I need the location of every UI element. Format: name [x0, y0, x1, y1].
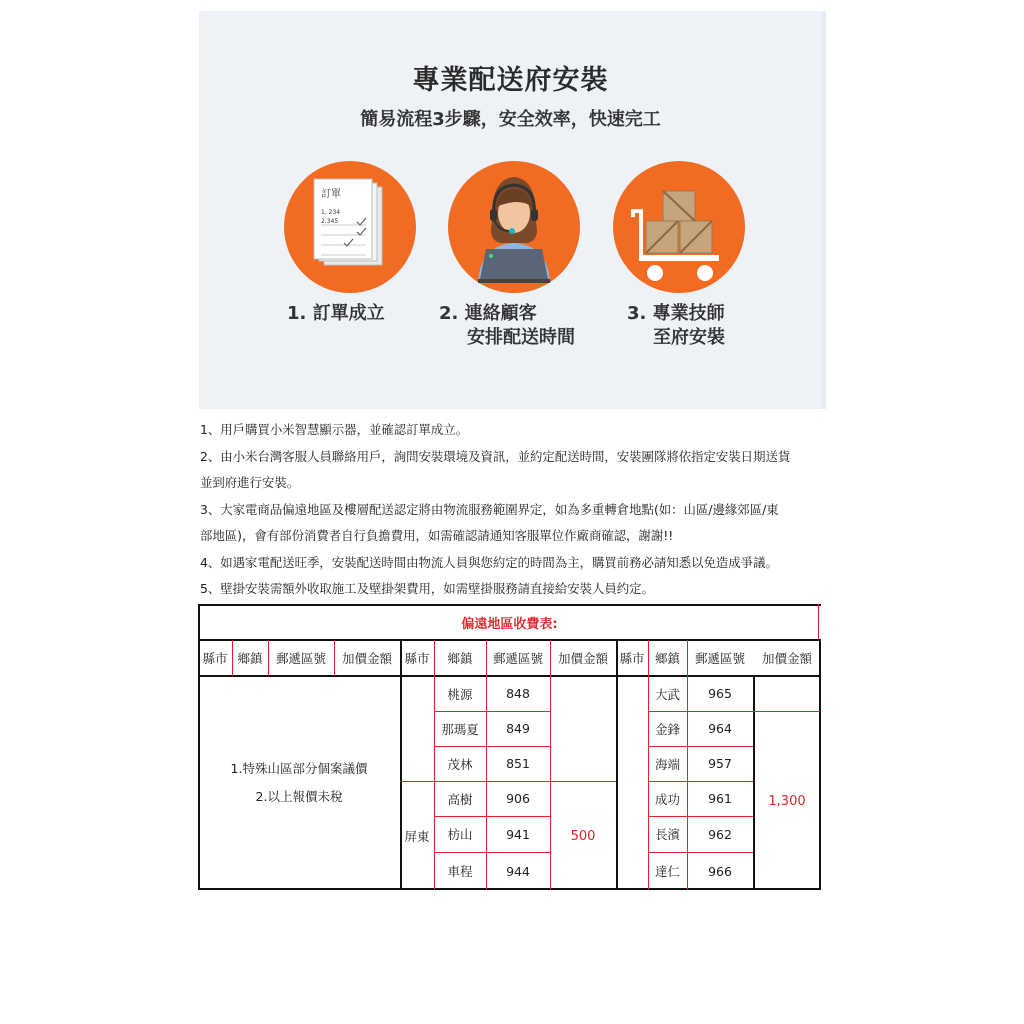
table-border: [198, 888, 821, 890]
table-border: [334, 640, 335, 676]
right-zip: 957: [708, 756, 732, 771]
step-3-label: [627, 302, 725, 350]
order-icon-line2: 2,345: [321, 218, 339, 225]
header-zip: 郵遞區號: [275, 651, 326, 666]
right-town: 長濱: [654, 827, 680, 842]
middle-zip: 906: [506, 791, 530, 806]
note-line: 3、大家電商品偏遠地區及樓層配送認定將由物流服務範圍界定，如為多重轉倉地點(如：山區/邊緣郊區/東: [200, 501, 779, 517]
right-town: 成功: [654, 791, 680, 807]
right-zip: 961: [708, 791, 732, 806]
delivery-circle: [613, 161, 745, 293]
fee-notes: [198, 676, 400, 890]
header-town: 鄉鎮: [447, 651, 473, 666]
table-border: [400, 640, 402, 890]
header-town: 鄉鎮: [237, 651, 263, 666]
customer-service-agent-icon: [448, 161, 580, 293]
agent-circle: [448, 161, 580, 293]
remote-area-fee-table: [198, 604, 821, 890]
middle-town: 高樹: [447, 791, 473, 807]
delivery-cart-boxes-icon: [613, 161, 745, 293]
table-border: [648, 816, 753, 817]
table-border: [648, 852, 753, 853]
step-3-line2: 至府安裝: [653, 327, 725, 348]
right-town: 達仁: [654, 864, 680, 879]
right-zip: 965: [708, 686, 732, 701]
table-border: [648, 781, 753, 782]
table-border: [434, 816, 550, 817]
middle-town: 桃源: [447, 686, 473, 702]
fee-note-line: 1.特殊山區部分個案議價: [230, 761, 368, 776]
table-border: [616, 640, 618, 890]
right-zip: 962: [708, 826, 732, 842]
table-border: [198, 604, 200, 890]
header-town: 鄉鎮: [654, 651, 680, 666]
right-town: 海端: [654, 756, 680, 772]
step-1-label: [287, 302, 385, 326]
step-2-label: [439, 302, 575, 350]
right-zip: 964: [708, 721, 732, 736]
right-town: 大武: [654, 686, 680, 702]
header-county: 縣市: [619, 651, 645, 666]
table-border: [648, 711, 820, 712]
table-border: [550, 640, 551, 890]
table-border: [648, 746, 753, 747]
header-county: 縣市: [404, 651, 430, 666]
middle-zip: 851: [506, 756, 530, 771]
order-icon-heading: 訂單: [321, 189, 341, 200]
table-border: [198, 639, 821, 641]
header-fee: 加價金額: [761, 651, 812, 666]
middle-zip: 941: [506, 826, 530, 842]
middle-town: 枋山: [447, 827, 473, 842]
middle-town: 車程: [447, 864, 473, 879]
middle-fee: 500: [570, 828, 596, 844]
fee-note-line: 2.以上報價未稅: [255, 789, 343, 804]
table-border: [198, 675, 821, 677]
header-fee: 加價金額: [557, 651, 608, 666]
table-border: [434, 852, 550, 853]
header-county: 縣市: [202, 651, 228, 666]
table-border: [434, 746, 550, 747]
banner-title: 專業配送府安裝: [412, 65, 609, 96]
table-border: [753, 676, 755, 890]
note-line: 5、壁掛安裝需額外收取施工及壁掛架費用，如需壁掛服務請直接給安裝人員约定。: [200, 581, 654, 596]
install-notes: [200, 417, 830, 603]
banner-subtitle: 簡易流程3步驟，安全效率，快速完工: [360, 109, 661, 130]
order-circle: [284, 161, 416, 293]
middle-county: 屏東: [404, 829, 430, 844]
table-border: [818, 604, 819, 640]
right-zip: 966: [708, 863, 732, 879]
order-icon-line1: 1, 234: [321, 209, 341, 216]
table-border: [434, 711, 550, 712]
right-town: 金鋒: [654, 721, 680, 737]
table-border: [268, 640, 269, 676]
middle-zip: 848: [506, 686, 530, 701]
step-1-line1: 1. 訂單成立: [287, 303, 385, 324]
table-border: [232, 640, 233, 676]
middle-zip: 944: [506, 863, 530, 879]
note-line: 1、用戶購買小米智慧顯示器，並確認訂單成立。: [200, 422, 469, 437]
order-document-icon: [284, 161, 416, 293]
note-line: 並到府進行安裝。: [200, 475, 300, 490]
install-banner: [199, 11, 826, 409]
table-border: [819, 640, 821, 890]
note-line: 部地區)，會有部份消費者自行負擔費用，如需確認請通知客服單位作廠商確認，謝謝!!: [200, 528, 674, 543]
step-2-line2: 安排配送時間: [467, 327, 575, 348]
middle-town: 那瑪夏: [441, 721, 479, 737]
step-2-line1: 2. 連絡顧客: [439, 303, 537, 324]
middle-town: 茂林: [447, 756, 473, 772]
header-zip: 郵遞區號: [492, 651, 543, 666]
fee-table-title: 偏遠地區收費表:: [461, 616, 558, 632]
table-border: [198, 604, 821, 606]
step-3-line1: 3. 專業技師: [627, 303, 725, 324]
header-zip: 郵遞區號: [694, 651, 745, 666]
right-fee: 1,300: [768, 793, 806, 809]
table-border: [400, 781, 616, 782]
middle-zip: 849: [506, 721, 530, 736]
note-line: 4、如遇家電配送旺季，安裝配送時間由物流人員與您約定的時間為主，購買前務必請知悉以免造成爭議。: [200, 554, 778, 570]
note-line: 2、由小米台灣客服人員聯絡用戶，詢問安裝環境及資訊，並約定配送時間，安裝團隊將依指定安裝日期送貨: [200, 448, 791, 464]
header-fee: 加價金額: [341, 651, 392, 666]
